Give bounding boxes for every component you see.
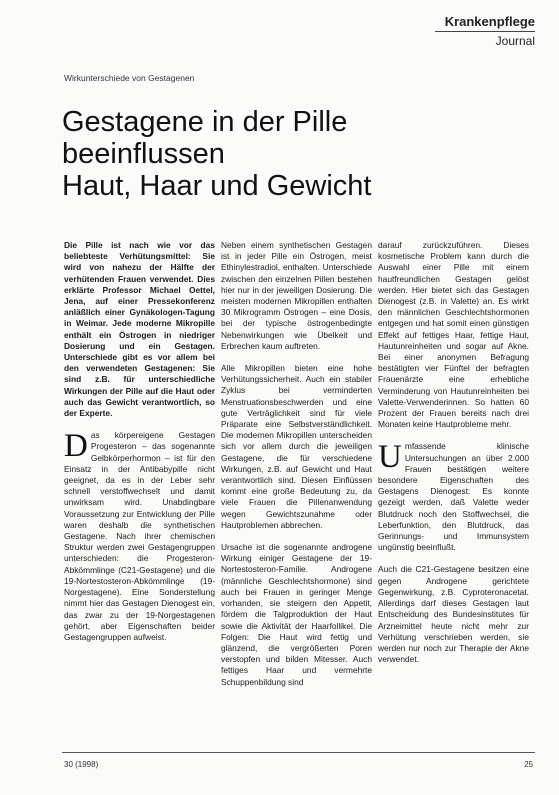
body-paragraph [64, 430, 215, 643]
drop-cap: U [378, 439, 402, 476]
text-column-2 [221, 240, 372, 699]
body-paragraph: Ursache ist die sogenannte androgene Wirkung einiger Gestagene der 19-Nortestosteron-Familie. Androgene (männliche Geschlechtshormone) sind auch bei Frauen in geringer Menge vorhanden, sie steigern den Appetit, fördern die Talgproduktion der Haut sowie die Aktivität der Haarfollikel. Die Folgen: Die Haut wird fettig und glänzend, die vergrößerten Poren verstopfen und bilden Mitesser. Auch fettiges Haar und vermehrte Schuppenbildung sind [221, 542, 372, 687]
paragraph-text: mfassende klinische Untersuchungen an über 2.000 Frauen bestätigen weitere besondere Eigenschaften des Gestagens Dienogest: Es konnte gezeigt werden, daß Valette weder Blutdruck noch den Stoffwechsel, die Leberfunktion, den Blutdruck, das Gerinnungs- und Immunsystem ungünstig beeinflußt. [378, 441, 529, 553]
section-subtitle: Journal [495, 34, 535, 48]
page-number: 25 [524, 760, 533, 769]
article-headline [62, 106, 532, 202]
body-paragraph: Auch die C21-Gestagene besitzen eine gegen Androgene gerichtete Gegenwirkung, z.B. Cyproteronacetat. Allerdings darf dieses Gestagen laut Entscheidung des Bundesinstitutes für Arzneimittel heute nicht mehr zur Verhütung verschrieben werden, sie werden nur noch zur Therapie der Akne verwendet. [378, 564, 529, 665]
text-column-1 [64, 240, 215, 654]
headline-line-1: Gestagene in der Pille [62, 106, 348, 138]
journal-header [435, 14, 535, 48]
lead-paragraph: Die Pille ist nach wie vor das beliebteste Verhütungsmittel: Sie wird von nahezu der Hälfte der verhütenden Frauen verwendet. Dies erklärte Professor Michael Oettel, Jena, auf einer Pressekonferenz anläßlich einer Gynäkologen-Tagung in Weimar. Jede moderne Mikropille enthält ein Östrogen in niedriger Dosierung und ein Gestagen. Unterschiede gibt es vor allem bei den verwendeten Gestagenen: Sie sind z.B. für unterschiedliche Wirkungen der Pille auf die Haut oder auch das Gewicht verantwortlich, so der Experte. [64, 240, 215, 419]
footer-divider [62, 752, 535, 753]
body-paragraph: Neben einem synthetischen Gestagen ist in jeder Pille ein Östrogen, meist Ethinylestradiol, enthalten. Unterschiede zwischen den einzelnen Pillen bestehen hier nur in der jeweiligen Dosierung. Die meisten modernen Mikropillen enthalten 30 Mikrogramm Östrogen – eine Dosis, bei der typische östrogenbedingte Nebenwirkungen wie Übelkeit und Erbrechen kaum auftreten. [221, 240, 372, 351]
text-column-3 [378, 240, 529, 676]
headline-line-3: Haut, Haar und Gewicht [62, 170, 372, 202]
article-kicker: Wirkunterschiede von Gestagenen [64, 73, 195, 83]
section-title: Krankenpflege [444, 14, 535, 29]
body-paragraph: darauf zurückzuführen. Dieses kosmetische Problem kann durch die Auswahl einer Pille mit einem hautfreundlichen Gestagen gelöst werden. Hier bietet sich das Gestagen Dienogest (z.B. in Valette) an. Es wirkt den männlichen Geschlechtshormonen entgegen und hat somit einen günstigen Effekt auf fettiges Haar, fettige Haut, Hautunreinheiten und sogar auf Akne. Bei einer anonymen Befragung bestätigten vier Fünftel der befragten Frauenärzte eine erhebliche Verminderung von Hautunreinheiten bei Valette-Verwenderinnen. So hatten 60 Prozent der Frauen bereits nach drei Monaten keine Hautprobleme mehr. [378, 240, 529, 430]
paragraph-text: as körpereigene Gestagen Progesteron – das sogenannte Gelbkörperhormon – ist für den Einsatz in der Antibabypille nicht geeignet, da es in der Leber sehr schnell verstoffwechselt und damit unwirksam wird. Unabdingbare Voraussetzung zur Entwicklung der Pille waren deshalb die synthetischen Gestagene. Nach ihrer chemischen Struktur werden zwei Gestagengruppen unterschieden: die Progesteron-Abkömmlinge (C21-Gestagene) und die 19-Nortestosteron-Abkömmlinge (19-Norgestagene). Eine Sonderstellung nimmt hier das Gestagen Dienogest ein, das zwar zu der 19-Norgestagenen gehört, aber Eigenschaften beider Gestagengruppen aufweist. [64, 430, 215, 642]
body-paragraph [378, 441, 529, 553]
issue-number: 30 (1998) [64, 760, 99, 769]
body-paragraph: Alle Mikropillen bieten eine hohe Verhütungssicherheit. Auch ein stabiler Zyklus bei verminderten Menstruationsbeschwerden und eine gute Verträglichkeit sind für viele Präparate eine Selbstverständlichkeit. Die modernen Mikropillen unterscheiden sich vor allem durch die jeweiligen Gestagene, die für verschiedene Wirkungen, z.B. auf Gewicht und Haut verantwortlich sind. Diesen Einflüssen kommt eine große Bedeutung zu, da viele Frauen die Pillenanwendung wegen Gewichtszunahme oder Hautproblemen abbrechen. [221, 363, 372, 530]
drop-cap: D [64, 428, 88, 465]
headline-line-2: beeinflussen [62, 138, 225, 170]
header-divider [435, 31, 535, 32]
